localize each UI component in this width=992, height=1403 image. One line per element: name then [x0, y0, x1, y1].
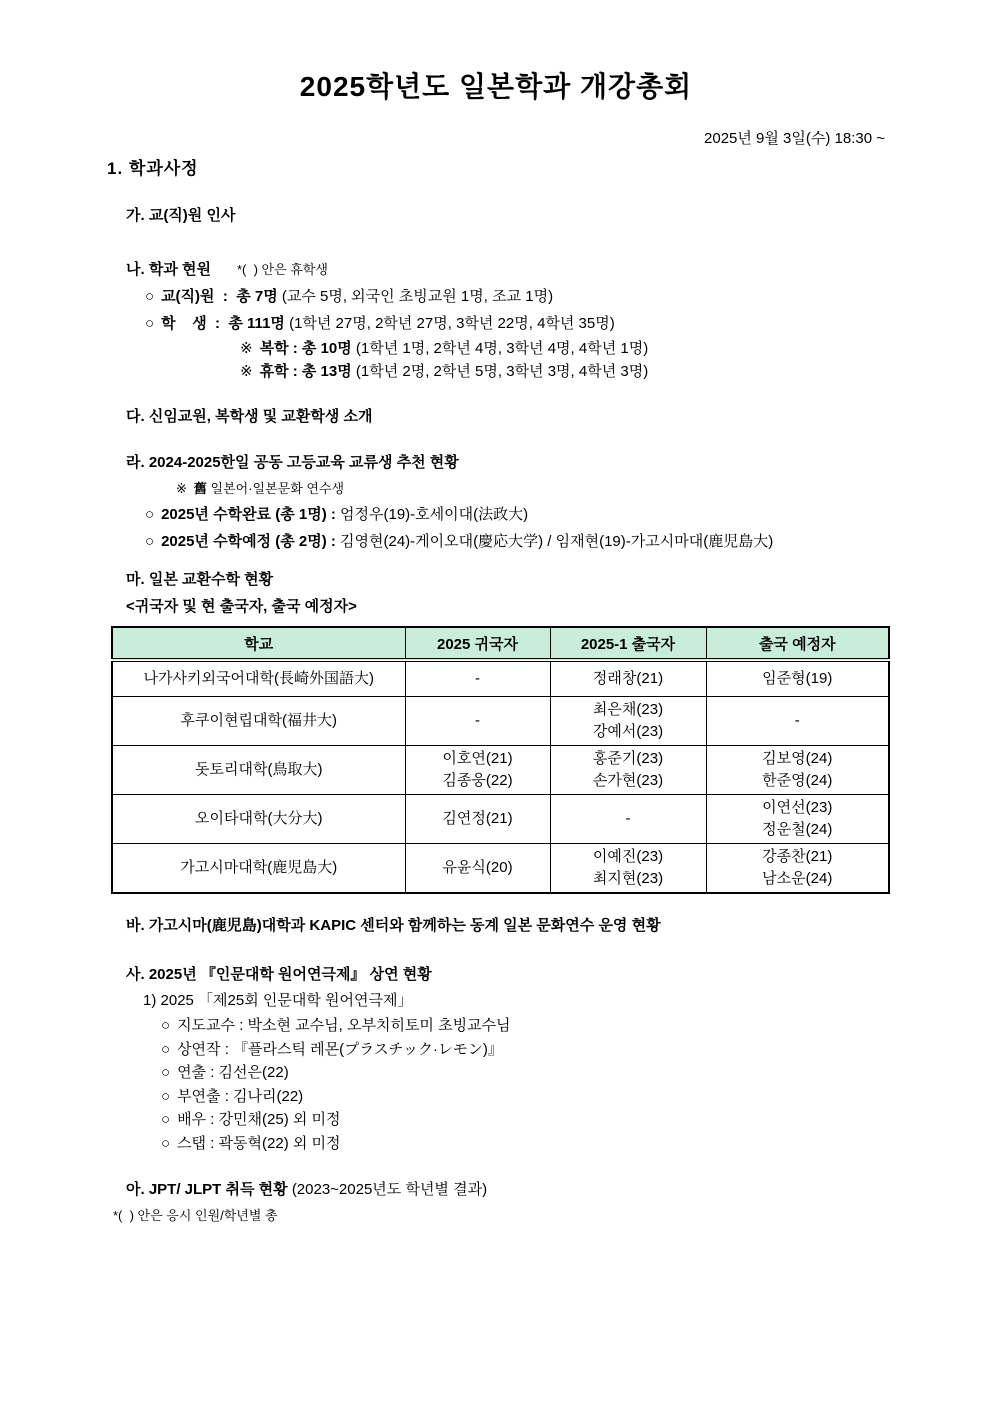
- returning-detail: (1학년 1명, 2학년 4명, 3학년 4명, 4학년 1명): [351, 340, 649, 357]
- circle-bullet-icon: ○: [161, 1111, 171, 1128]
- heading-ah: [126, 1177, 992, 1203]
- heading-na-label: 나. 학과 현원: [126, 261, 211, 278]
- cell-text: 강예서(23): [592, 723, 664, 740]
- cell-text: 최은채(23): [592, 701, 664, 718]
- cell-text: 이예진(23): [592, 848, 664, 865]
- circle-bullet-icon: ○: [161, 1087, 171, 1105]
- meeting-datetime: 2025년 9월 3일(수) 18:30 ~: [704, 130, 885, 147]
- heading-ah-rest: (2023~2025년도 학년별 결과): [291, 1181, 488, 1198]
- col-header-school: 학교: [112, 627, 405, 660]
- student-count-line: [145, 310, 992, 337]
- cell-school: [112, 746, 405, 795]
- cell-text: 정래창(21): [592, 670, 664, 687]
- cell-planned: [706, 844, 889, 894]
- cell-text: 손가현(23): [592, 772, 664, 789]
- cell-text: 김종웅(22): [442, 772, 513, 789]
- heading-ah-bold: 아. JPT/ JLPT 취득 현황: [126, 1181, 292, 1198]
- cell-text: 한준영(24): [762, 772, 833, 789]
- leave-detail: (1학년 2명, 2학년 5명, 3학년 3명, 4학년 3명): [351, 363, 649, 380]
- cell-text: 나가사키외국어대학(長崎外国語大): [143, 670, 374, 687]
- cell-returnee: [405, 746, 550, 795]
- circle-bullet-icon: ○: [145, 288, 155, 305]
- section-1-heading: 1. 학과사정: [107, 159, 199, 178]
- cell-text: -: [625, 810, 631, 827]
- play-actor-text: 배우 : 강민채(25) 외 미정: [177, 1111, 341, 1128]
- cell-text: -: [475, 670, 480, 687]
- ra-note-line: [176, 476, 992, 501]
- cell-text: 후쿠이현립대학(福井大): [180, 712, 337, 729]
- ra-note-bold: 舊: [193, 481, 207, 496]
- cell-planned: [706, 660, 889, 697]
- table-header-row: [112, 627, 889, 660]
- cell-text: -: [475, 712, 480, 729]
- play-title-line: [161, 1038, 992, 1062]
- cell-text: 강종찬(21): [762, 848, 833, 865]
- leave-students-line: [240, 360, 992, 383]
- col-header-returnee: 2025 귀국자: [405, 627, 550, 660]
- circle-bullet-icon: ○: [145, 315, 155, 332]
- cell-planned: [706, 746, 889, 795]
- heading-sa: 사. 2025년 『인문대학 원어연극제』 상연 현황: [126, 966, 432, 983]
- table-row: [112, 844, 889, 894]
- cell-returnee: [405, 795, 550, 844]
- play-staff-line: [161, 1132, 992, 1156]
- page-title: 2025학년도 일본학과 개강총회: [299, 71, 693, 102]
- ah-note-line: *( ) 안은 응시 인원/학년별 총: [113, 1208, 278, 1223]
- play-production-line: [161, 1061, 992, 1085]
- cell-text: 이연선(23): [762, 799, 833, 816]
- cell-school: [112, 697, 405, 746]
- cell-returnee: [405, 660, 550, 697]
- exchange-student-table: [111, 626, 890, 894]
- heading-ma: 마. 일본 교환수학 현황: [126, 571, 274, 588]
- cell-returnee: [405, 844, 550, 894]
- play-production-text: 연출 : 김선은(22): [177, 1064, 289, 1081]
- cell-text: 유윤식(20): [442, 859, 513, 876]
- table-row: [112, 660, 889, 697]
- cell-school: [112, 660, 405, 697]
- planned-detail: 김영현(24)-게이오대(慶応大学) / 임재현(19)-가고시마대(鹿児島大): [340, 533, 774, 550]
- leave-bold: 휴학 : 총 13명: [259, 363, 352, 380]
- circle-bullet-icon: ○: [161, 1017, 171, 1034]
- cell-text: 임준형(19): [762, 670, 833, 687]
- reference-mark-icon: ※: [240, 340, 253, 357]
- play-director-line: [161, 1014, 992, 1038]
- heading-na: [126, 256, 992, 283]
- completed-detail: 엄정우(19)-호세이대(法政大): [340, 506, 529, 523]
- circle-bullet-icon: ○: [145, 506, 155, 523]
- cell-text: 이호연(21): [442, 750, 513, 767]
- cell-planned: [706, 795, 889, 844]
- circle-bullet-icon: ○: [161, 1134, 171, 1152]
- cell-text: 김연정(21): [442, 810, 513, 827]
- circle-bullet-icon: ○: [161, 1040, 171, 1058]
- cell-current: [550, 844, 706, 894]
- heading-ga: 가. 교(직)원 인사: [126, 207, 236, 224]
- student-count-detail: (1학년 27명, 2학년 27명, 3학년 22명, 4학년 35명): [284, 315, 615, 332]
- circle-bullet-icon: ○: [161, 1064, 171, 1081]
- table-row: [112, 795, 889, 844]
- circle-bullet-icon: ○: [145, 533, 155, 550]
- cell-current: [550, 795, 706, 844]
- col-header-current: 2025-1 출국자: [550, 627, 706, 660]
- planned-students-line: [145, 528, 992, 555]
- reference-mark-icon: ※: [240, 363, 253, 380]
- heading-ra: 라. 2024-2025한일 공동 고등교육 교류생 추천 현황: [126, 454, 459, 471]
- completed-students-line: [145, 501, 992, 528]
- table-caption: <귀국자 및 현 출국자, 출국 예정자>: [126, 598, 357, 615]
- heading-ba: 바. 가고시마(鹿児島)대학과 KAPIC 센터와 함께하는 동계 일본 문화연수 운영 현황: [126, 917, 661, 934]
- play-title-text: 상연작 : 『플라스틱 레몬(プラスチック·レモン)』: [177, 1040, 503, 1058]
- play-assistant-line: [161, 1085, 992, 1109]
- cell-current: [550, 746, 706, 795]
- student-count-bold: 학 생 : 총 111명: [161, 315, 285, 332]
- cell-text: 돗토리대학(鳥取大): [195, 761, 323, 778]
- play-festival-subheading: 1) 2025 「제25회 인문대학 원어연극제」: [143, 992, 413, 1009]
- staff-count-detail: (교수 5명, 외국인 초빙교원 1명, 조교 1명): [277, 288, 554, 305]
- heading-da: 다. 신임교원, 복학생 및 교환학생 소개: [126, 408, 373, 425]
- cell-school: [112, 844, 405, 894]
- cell-returnee: [405, 697, 550, 746]
- table-row: [112, 746, 889, 795]
- planned-bold: 2025년 수학예정 (총 2명) :: [161, 533, 341, 550]
- cell-text: -: [794, 712, 800, 729]
- play-assistant-text: 부연출 : 김나리(22): [177, 1087, 304, 1105]
- col-header-planned: 출국 예정자: [706, 627, 889, 660]
- play-actor-line: [161, 1108, 992, 1132]
- cell-text: 최지현(23): [592, 870, 664, 887]
- cell-current: [550, 697, 706, 746]
- cell-school: [112, 795, 405, 844]
- staff-count-bold: 교(직)원 : 총 7명: [161, 288, 278, 305]
- heading-na-note: *( ) 안은 휴학생: [236, 262, 328, 277]
- cell-text: 남소운(24): [762, 870, 833, 887]
- cell-text: 김보영(24): [762, 750, 833, 767]
- cell-planned: [706, 697, 889, 746]
- returning-bold: 복학 : 총 10명: [259, 340, 352, 357]
- cell-text: 오이타대학(大分大): [195, 810, 323, 827]
- cell-current: [550, 660, 706, 697]
- cell-text: 홍준기(23): [592, 750, 664, 767]
- staff-count-line: [145, 283, 992, 310]
- returning-students-line: [240, 337, 992, 360]
- reference-mark-icon: ※: [176, 481, 187, 496]
- ra-note-rest: 일본어·일본문화 연수생: [206, 481, 345, 496]
- play-staff-text: 스탭 : 곽동혁(22) 외 미정: [177, 1134, 341, 1152]
- play-director-text: 지도교수 : 박소현 교수님, 오부치히토미 초빙교수님: [177, 1017, 511, 1034]
- cell-text: 정운철(24): [762, 821, 833, 838]
- table-row: [112, 697, 889, 746]
- cell-text: 가고시마대학(鹿児島大): [180, 859, 338, 876]
- completed-bold: 2025년 수학완료 (총 1명) :: [161, 506, 341, 523]
